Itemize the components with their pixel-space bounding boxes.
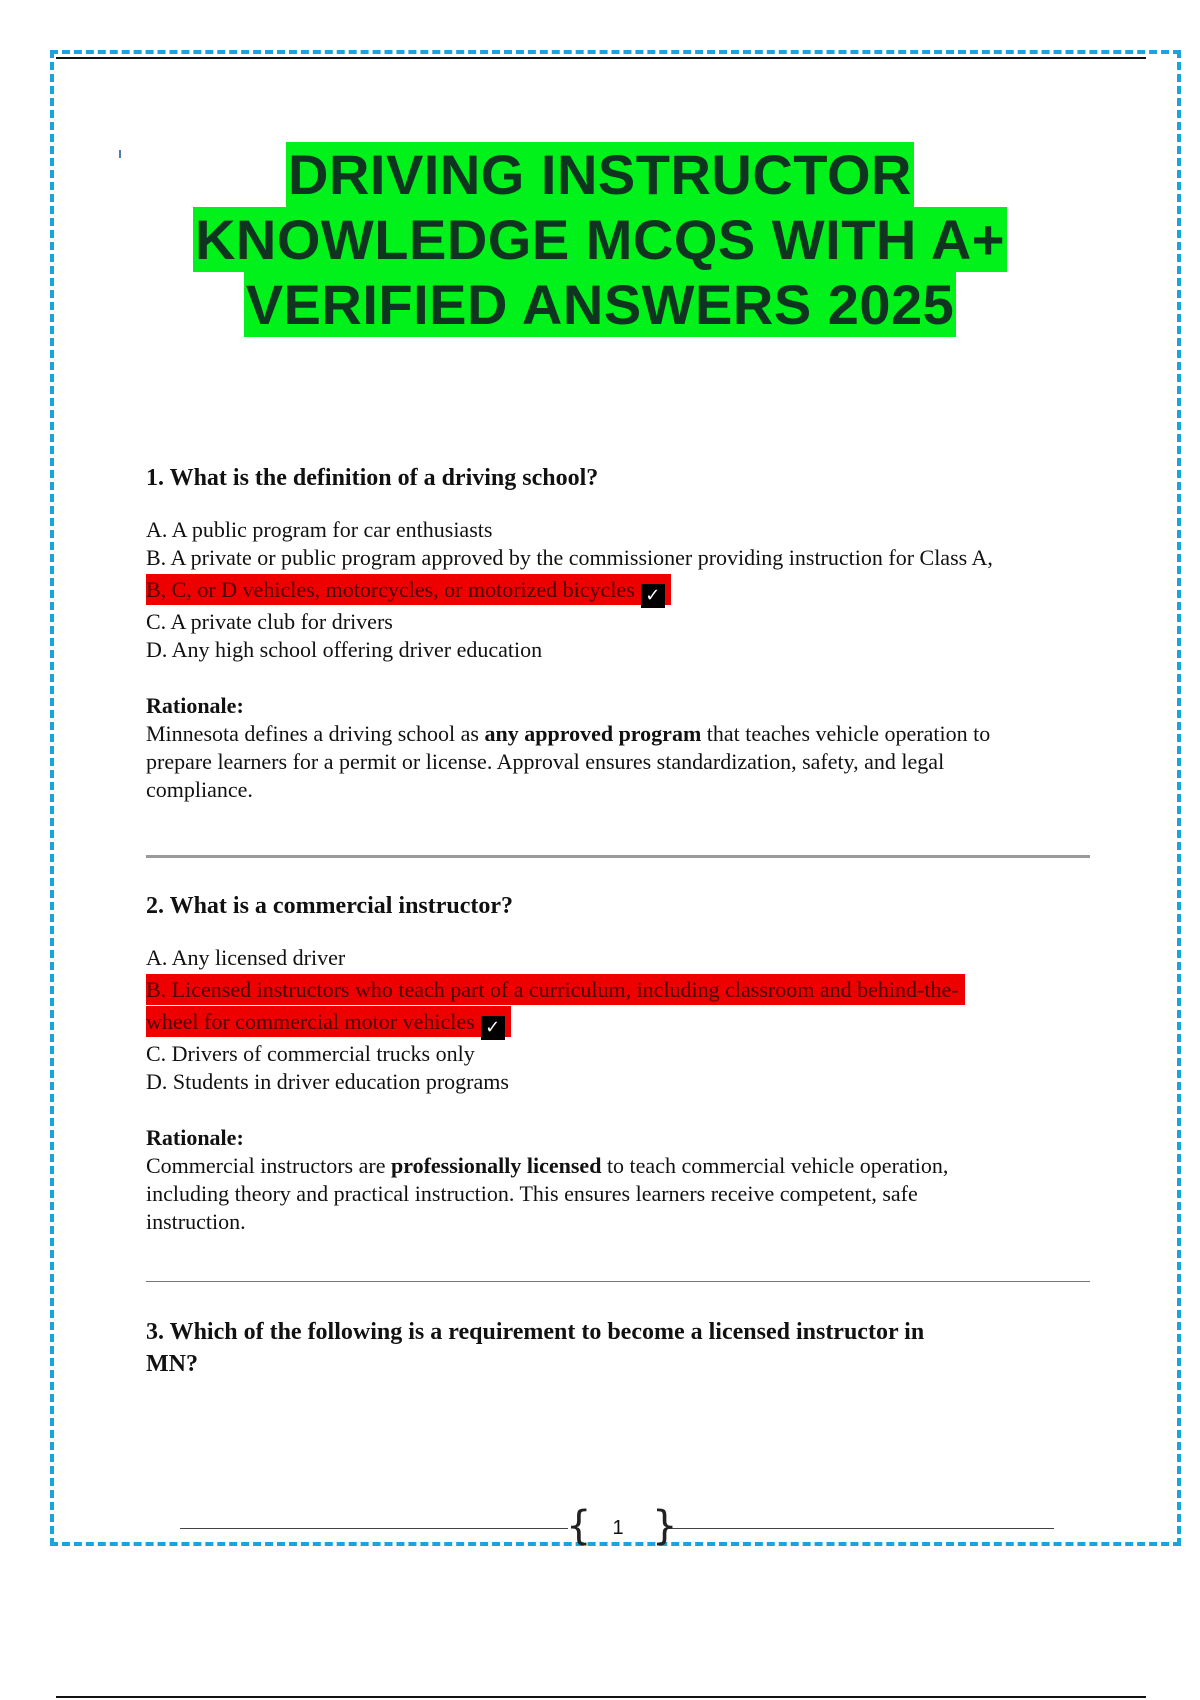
rationale-text: that teaches vehicle operation to [701,721,991,746]
title-line-1: DRIVING INSTRUCTOR [288,143,912,206]
question-3-title-line2: MN? [146,1351,198,1377]
section-divider [146,1281,1090,1282]
top-rule [56,57,1146,59]
rationale-text: to teach commercial vehicle operation, [601,1153,949,1178]
rationale-text: including theory and practical instruction. This ensures learners receive competent, safe [146,1181,918,1206]
question-2-option-a: A. Any licensed driver [146,945,346,970]
question-2-option-b-line2: wheel for commercial motor vehicles [146,1009,475,1034]
question-1-title: 1. What is the definition of a driving school? [146,465,599,491]
question-2-option-b-correct [146,976,1096,1004]
page-number: 1 [612,1517,624,1539]
rationale-emphasis: any approved program [484,721,702,746]
rationale-text: Commercial instructors are [146,1153,391,1178]
question-1-option-b-correct [146,576,1096,608]
check-icon: ✓ [481,1016,505,1040]
question-2-title: 2. What is a commercial instructor? [146,893,514,919]
question-2 [146,890,1096,1236]
title-line-3: VERIFIED ANSWERS 2025 [245,273,955,336]
question-1-option-b-line1: B. A private or public program approved by the commissioner providing instruction for Class A, [146,545,993,570]
question-2-option-b-correct-cont [146,1008,1096,1040]
question-3 [146,1316,1096,1380]
footer-brace-right: } [652,1503,678,1549]
section-divider [146,855,1090,858]
question-2-rationale [146,1152,1096,1236]
correct-answer-highlight [146,574,671,605]
correct-answer-highlight [146,974,965,1005]
question-1-option-d: D. Any high school offering driver education [146,637,543,662]
question-1-option-b-line2: B, C, or D vehicles, motorcycles, or motorized bicycles [146,577,635,602]
document-title [0,142,1200,337]
footer-brace-left: { [566,1503,592,1549]
question-2-option-c: C. Drivers of commercial trucks only [146,1041,475,1066]
question-2-option-d: D. Students in driver education programs [146,1069,509,1094]
rationale-emphasis: professionally licensed [390,1153,602,1178]
footer-line-left [180,1528,568,1529]
question-2-rationale-label: Rationale: [146,1125,244,1150]
footer-line-right [668,1528,1054,1529]
question-3-title-line1: 3. Which of the following is a requirement to become a licensed instructor in [146,1319,925,1345]
title-line-2: KNOWLEDGE MCQS WITH A+ [194,208,1005,271]
bottom-rule [56,1696,1146,1698]
question-3-title [146,1316,1096,1380]
question-1 [146,462,1096,804]
question-1-rationale-label: Rationale: [146,693,244,718]
rationale-text: compliance. [146,777,253,802]
question-1-option-a: A. A public program for car enthusiasts [146,517,493,542]
rationale-text: instruction. [146,1209,246,1234]
rationale-text: prepare learners for a permit or license. Approval ensures standardization, safety, and legal [146,749,945,774]
question-1-option-c: C. A private club for drivers [146,609,393,634]
question-2-option-b-line1: B. Licensed instructors who teach part of a curriculum, including classroom and behind-the- [146,977,959,1002]
question-1-rationale [146,720,1096,804]
correct-answer-highlight [146,1006,511,1037]
check-icon: ✓ [641,584,665,608]
rationale-text: Minnesota defines a driving school as [146,721,485,746]
